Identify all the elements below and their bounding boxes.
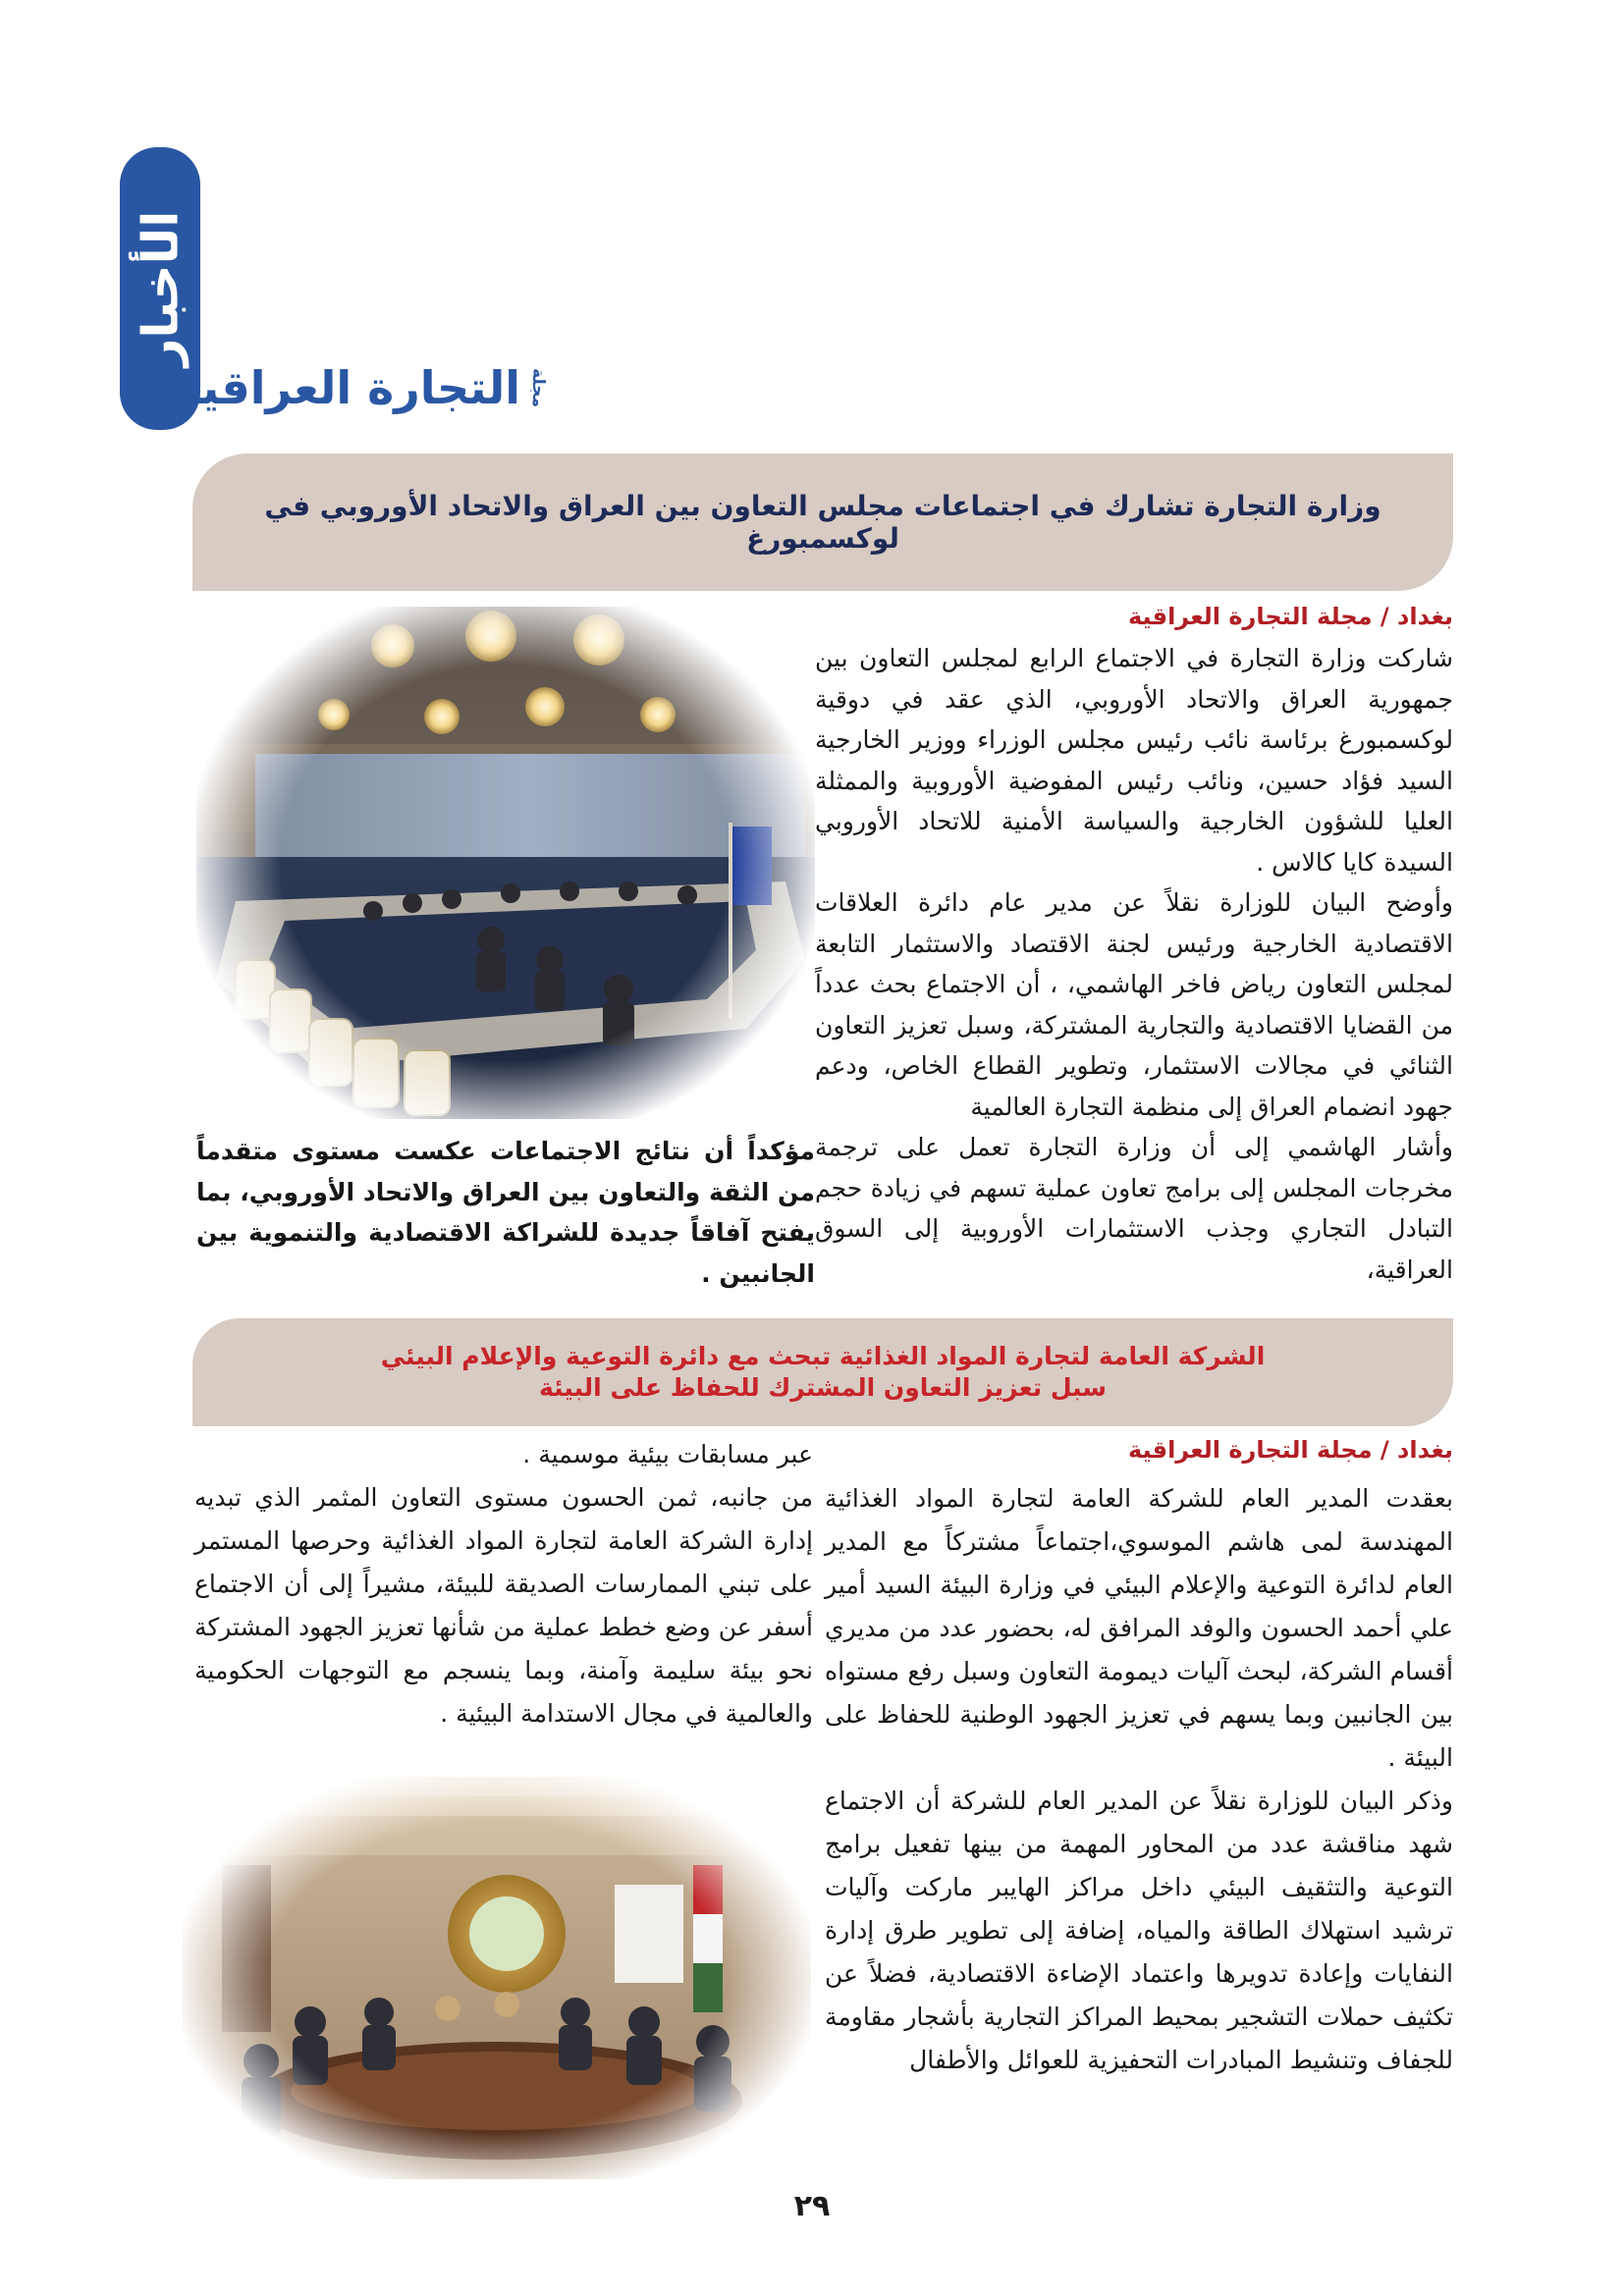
article2-paragraph: بعقدت المدير العام للشركة العامة لتجارة المواد الغذائية المهندسة لمى هاشم الموسوي،اجتماعاً مشتركاً مع المدير العام لدائرة التوعية والإعلام البيئي في وزارة البيئة السيد أمير علي أحمد الحسون والوفد المرافق له، بحضور عدد من مديري أقسام الشركة، لبحث آليات ديمومة التعاون وسبل رفع مستواه بين الجانبين وبما يسهم في تعزيز الجهود الوطنية للحفاظ على البيئة .	[825, 1484, 1453, 1772]
article2-photo-meeting-room	[183, 1777, 811, 2179]
article2-byline: بغداد / مجلة التجارة العراقية	[1128, 1436, 1453, 1464]
article2-title-line2: سبل تعزيز التعاون المشترك للحفاظ على البيئة	[539, 1373, 1107, 1402]
article1-photo-meeting-hall	[196, 607, 815, 1119]
article1-paragraph: شاركت وزارة التجارة في الاجتماع الرابع لمجلس التعاون بين جمهورية العراق والاتحاد الأوروبي، الذي عقد في دوقية لوكسمبورغ برئاسة نائب رئيس مجلس الوزراء ووزير الخارجية السيد فؤاد حسين، ونائب رئيس المفوضية الأوروبية والممثلة العليا للشؤون الخارجية والسياسة الأمنية للاتحاد الأوروبي السيدة كايا كالاس .	[815, 644, 1453, 877]
article2-left-column	[194, 1433, 813, 1735]
meeting-hall-illustration	[196, 607, 815, 1119]
article2-left-paragraph: من جانبه، ثمن الحسون مستوى التعاون المثمر الذي تبديه إدارة الشركة العامة لتجارة المواد الغذائية وحرصها المستمر على تبني الممارسات الصديقة للبيئة، مشيراً إلى أن الاجتماع أسفر عن وضع خطط عملية من شأنها تعزيز الجهود المشتركة نحو بيئة سليمة وآمنة، وبما ينسجم مع التوجهات الحكومية والعالمية في مجال الاستدامة البيئية .	[194, 1483, 813, 1728]
magazine-logo-name: التجارة العراقية	[174, 361, 520, 414]
article1-title: وزارة التجارة تشارك في اجتماعات مجلس التعاون بين العراق والاتحاد الأوروبي في لوكسمبورغ	[264, 490, 1381, 555]
article2-headline-bar	[192, 1318, 1453, 1426]
article2-left-paragraph: عبر مسابقات بيئية موسمية .	[522, 1440, 813, 1468]
article2-paragraph: وذكر البيان للوزارة نقلاً عن المدير العام للشركة أن الاجتماع شهد مناقشة عدد من المحاور المهمة من بينها تفعيل برامج التوعية والتثقيف البيئي داخل مراكز الهايبر ماركت وآليات ترشيد استهلاك الطاقة والمياه، إضافة إلى تطوير طرق إدارة النفايات وإعادة تدويرها واعتماد الإضاءة الاقتصادية، فضلاً عن تكثيف حملات التشجير بمحيط المراكز التجارية بأشجار مقاومة للجفاف وتنشيط المبادرات التحفيزية للعوائل والأطفال	[825, 1787, 1453, 2074]
article2-title-line1: الشركة العامة لتجارة المواد الغذائية تبحث مع دائرة التوعية والإعلام البيئي	[380, 1341, 1266, 1370]
article1-paragraph: وأوضح البيان للوزارة نقلاً عن مدير عام دائرة العلاقات الاقتصادية الخارجية ورئيس لجنة الاقتصاد والاستثمار التابعة لمجلس التعاون رياض فاخر الهاشمي، ، أن الاجتماع بحث عدداً من القضايا الاقتصادية والتجارية المشتركة، وسبل تعزيز التعاون الثنائي في مجالات الاستثمار، وتطوير القطاع الخاص، ودعم جهود انضمام العراق إلى منظمة التجارة العالمية	[815, 888, 1453, 1121]
page-number: ٢٩	[793, 2189, 831, 2223]
article2-body	[825, 1477, 1453, 2082]
meeting-room-illustration	[183, 1777, 811, 2179]
magazine-logo	[174, 353, 548, 422]
section-tab-label: الأخبار	[131, 210, 189, 367]
article2-title	[381, 1341, 1266, 1405]
article1-paragraph: وأشار الهاشمي إلى أن وزارة التجارة تعمل على ترجمة مخرجات المجلس إلى برامج تعاون عملية تسهم في زيادة حجم التبادل التجاري وجذب الاستثمارات الأوروبية إلى السوق العراقية،	[815, 1133, 1453, 1284]
article1-byline: بغداد / مجلة التجارة العراقية	[1128, 603, 1453, 630]
magazine-logo-small: مجلة	[528, 367, 548, 408]
article1-headline-bar	[192, 454, 1453, 591]
article1-continuation: مؤكداً أن نتائج الاجتماعات عكست مستوى متقدماً من الثقة والتعاون بين العراق والاتحاد الأوروبي، بما يفتح آفاقاً جديدة للشراكة الاقتصادية والتنموية بين الجانبين .	[196, 1137, 815, 1288]
article1-body	[815, 638, 1453, 1290]
